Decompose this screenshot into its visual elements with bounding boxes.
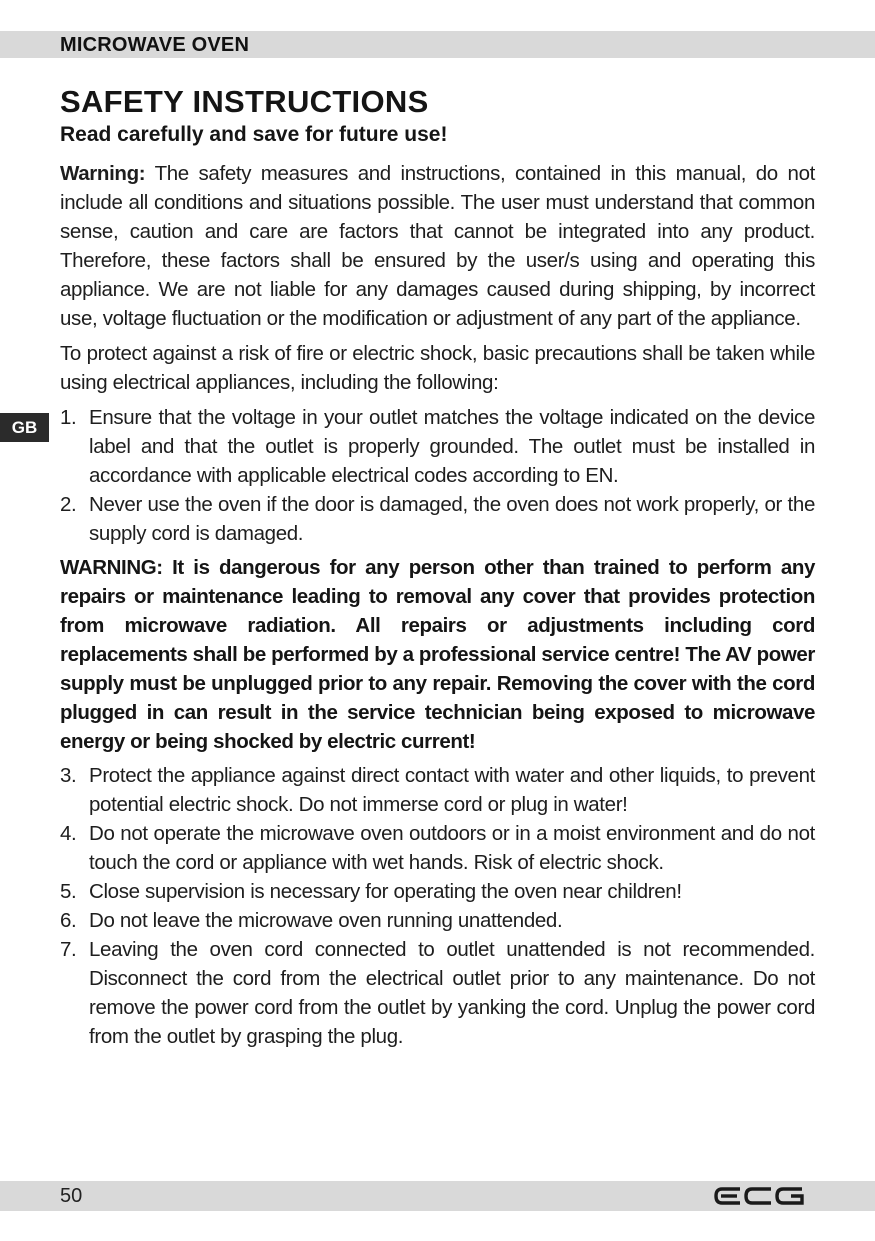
list-item-text: Do not leave the microwave oven running unattended. [89,909,563,932]
page-content [60,84,815,1051]
list-item [60,906,815,935]
list-item-text: Do not operate the microwave oven outdoors or in a moist environment and do not touch the cord or appliance with wet hands. Risk of electric shock. [89,822,815,874]
list-item-text: Leaving the oven cord connected to outlet unattended is not recommended. Disconnect the cord from the electrical outlet prior to any maintenance. Do not remove the power cord from the outlet by yanking the cord. Unplug the power cord from the outlet by grasping the plug. [89,938,815,1048]
ecg-logo [714,1186,804,1206]
repairs-warning: WARNING: It is dangerous for any person other than trained to perform any repairs or maintenance leading to removal any cover that provides protection from microwave radiation. All repairs or adjustments including cord replacements shall be performed by a professional service centre! The AV power supply must be unplugged prior to any repair. Removing the cover with the cord plugged in can result in the service technician being exposed to microwave energy or being shocked by electric current! [60,556,815,753]
section-title: SAFETY INSTRUCTIONS [60,84,429,119]
list-item [60,490,815,548]
header-title: MICROWAVE OVEN [60,34,250,56]
list-item [60,819,815,877]
list-item-text: Close supervision is necessary for operating the oven near children! [89,880,682,903]
precautions-intro: To protect against a risk of fire or electric shock, basic precautions shall be taken while using electrical appliances, including the following: [60,342,815,394]
list-item-text: Ensure that the voltage in your outlet matches the voltage indicated on the device label and that the outlet is properly grounded. The outlet must be installed in accordance with applicable electrical codes according to EN. [89,406,815,487]
list-item [60,403,815,490]
section-subtitle: Read carefully and save for future use! [60,123,448,146]
safety-list-b [60,761,815,1051]
list-item [60,761,815,819]
list-item-text: Never use the oven if the door is damaged, the oven does not work properly, or the supply cord is damaged. [89,493,815,545]
list-item-number: 1. [60,406,77,429]
language-tab: GB [0,413,49,442]
list-item [60,935,815,1051]
warning-intro-paragraph [60,159,815,333]
list-item-number: 5. [60,880,77,903]
list-item-text: Protect the appliance against direct contact with water and other liquids, to prevent potential electric shock. Do not immerse cord or plug in water! [89,764,815,816]
list-item-number: 4. [60,822,77,845]
list-item-number: 6. [60,909,77,932]
list-item-number: 7. [60,938,77,961]
warning-intro-text: The safety measures and instructions, contained in this manual, do not include all conditions and situations possible. The user must understand that common sense, caution and care are factors that cannot be integrated into any product. Therefore, these factors shall be ensured by the user/s using and operating this appliance. We are not liable for any damages caused during shipping, by incorrect use, voltage fluctuation or the modification or adjustment of any part of the appliance. [60,162,815,330]
list-item [60,877,815,906]
list-item-number: 3. [60,764,77,787]
warning-lead: Warning: [60,162,146,185]
page-number: 50 [60,1185,83,1207]
safety-list-a [60,403,815,548]
list-item-number: 2. [60,493,77,516]
